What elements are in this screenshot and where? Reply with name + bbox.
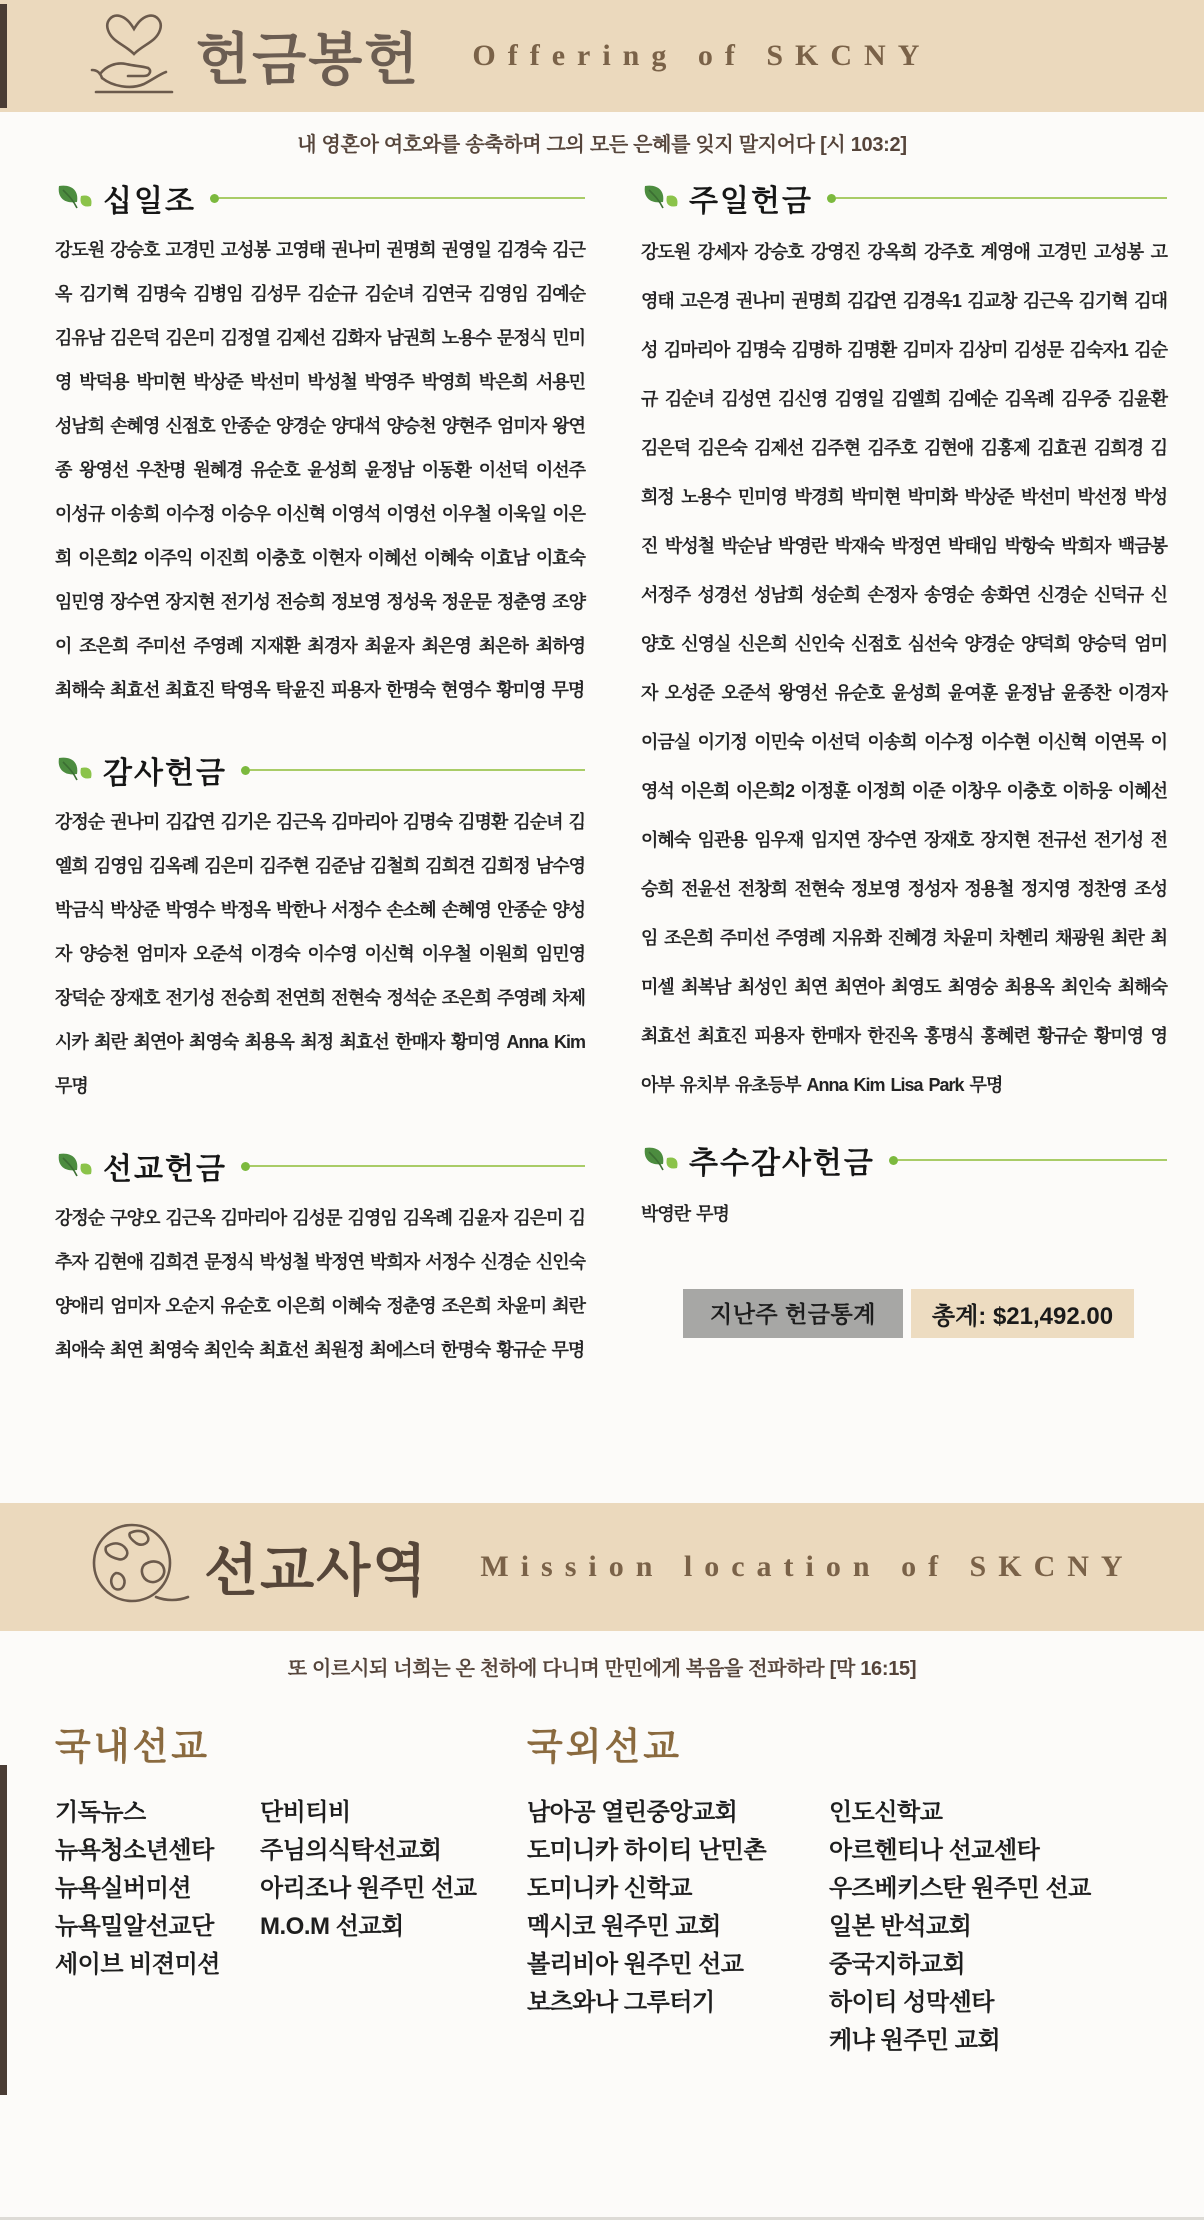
domestic-mission-col2	[260, 1794, 477, 1984]
mission-subtitle: Mission location of SKCNY	[480, 1550, 1135, 1583]
leaf-icon	[55, 1150, 95, 1182]
mission-item: 멕시코 원주민 교회	[527, 1913, 721, 1940]
section-divider	[241, 766, 585, 775]
mission-item: 우즈베키스탄 원주민 선교	[829, 1875, 1091, 1902]
harvest-names: 박영란 무명	[641, 1204, 729, 1224]
offering-column-left	[55, 176, 585, 1372]
section-divider	[889, 1156, 1167, 1165]
mission-item: M.O.M 선교회	[260, 1913, 404, 1940]
section-mission-offering-label: 선교헌금	[103, 1153, 227, 1186]
section-mission-offering-heading	[55, 1144, 585, 1188]
left-edge-bar-bottom	[0, 1765, 7, 2095]
mission-offering-names: 강정순 구양오 김근옥 김마리아 김성문 김영임 김옥례 김윤자 김은미 김추자 김현애 김희견 문정식 박성철 박정연 박희자 서정수 신경순 신인숙 양애리 엄미자 오순지 유순호 이은희 이혜숙 정춘영 조은희 차윤미 최란 최애숙 최연 최영숙 최인숙 최효선 최원정 최에스더 한명숙 황규순 무명	[55, 1208, 585, 1360]
offering-header-content	[0, 0, 1204, 112]
section-thanksgiving-heading	[55, 748, 585, 792]
mission-item: 인도신학교	[829, 1799, 943, 1826]
mission-item: 하이티 성막센타	[829, 1989, 994, 2016]
international-mission-block	[527, 1716, 1167, 2060]
mission-item: 아리조나 원주민 선교	[260, 1875, 477, 1902]
mission-item: 볼리비아 원주민 선교	[527, 1951, 744, 1978]
mission-lists	[55, 1716, 1167, 2060]
leaf-icon	[641, 182, 681, 214]
divider-dot	[241, 1162, 250, 1171]
mission-item: 아르헨티나 선교센타	[829, 1837, 1040, 1864]
mission-item: 뉴욕실버미션	[55, 1875, 192, 1902]
domestic-mission-heading: 국내선교	[55, 1726, 210, 1767]
tithe-names: 강도원 강승호 고경민 고성봉 고영태 권나미 권명희 권영일 김경숙 김근옥 김기혁 김명숙 김병임 김성무 김순규 김순녀 김연국 김영임 김예순 김유남 김은덕 김은미 김정열 김제선 김화자 남권희 노용수 문정식 민미영 박덕용 박미현 박상준 박선미 박성철 박영주 박영희 박은희 서용민 성남희 손혜영 신점호 안종순 양경순 양대석 양승천 양현주 엄미자 왕연종 왕영선 우찬명 원혜경 유순호 윤성희 윤정남 이동환 이선덕 이선주 이성규 이송희 이수정 이승우 이신혁 이영석 이영선 이우철 이욱일 이은희 이은희2 이주익 이진희 이충호 이현자 이혜선 이혜숙 이효남 이효숙 임민영 장수연 장지현 전기성 전승희 정보영 정성욱 정운문 정춘영 조양이 조은희 주미선 주영례 지재환 최경자 최윤자 최은영 최은하 최하영 최해숙 최효선 최효진 탁영옥 탁윤진 피용자 한명숙 현영수 황미영 무명	[55, 240, 585, 700]
divider-rule	[898, 1159, 1167, 1161]
leaf-icon	[55, 182, 95, 214]
section-divider	[210, 194, 585, 203]
offering-subtitle: Offering of SKCNY	[472, 39, 932, 72]
mission-item: 남아공 열린중앙교회	[527, 1799, 738, 1826]
mission-item: 주님의식탁선교회	[260, 1837, 442, 1864]
section-harvest-label: 추수감사헌금	[689, 1147, 875, 1180]
sunday-names: 강도원 강세자 강승호 강영진 강옥희 강주호 계영애 고경민 고성봉 고영태 고은경 권나미 권명희 김갑연 김경옥1 김교창 김근옥 김기혁 김대성 김마리아 김명숙 김명하 김명환 김미자 김상미 김성문 김숙자1 김순규 김순녀 김성연 김신영 김영일 김엘희 김예순 김옥례 김우중 김윤환 김은덕 김은숙 김제선 김주현 김주호 김현애 김홍제 김효권 김희경 김희정 노용수 민미영 박경희 박미현 박미화 박상준 박선미 박선정 박성진 박성철 박순남 박영란 박재숙 박정연 박태임 박항숙 박희자 백금봉 서정주 성경선 성남희 성순희 손정자 송영순 송화연 신경순 신덕규 신양호 신영실 신은희 신인숙 신점호 심선숙 양경순 양덕희 양승덕 엄미자 오성준 오준석 왕영선 유순호 윤성희 윤여훈 윤정남 윤종찬 이경자 이금실 이기정 이민숙 이선덕 이송희 이수정 이수현 이신혁 이연목 이영석 이은희 이은희2 이정훈 이정희 이준 이창우 이충호 이하웅 이혜선 이혜숙 임관용 임우재 임지연 장수연 장재호 장지현 전규선 전기성 전승희 전윤선 전창희 전현숙 정보영 정성자 정용철 정지영 정찬영 조성임 조은희 주미선 주영례 지유화 진혜경 차윤미 차헨리 채광원 최란 최미셀 최복남 최성인 최연 최연아 최영도 최영숭 최용옥 최인숙 최해숙 최효선 최효진 피용자 한매자 한진옥 홍명식 홍혜련 황규순 황미영 영아부 유치부 유초등부 Anna Kim Lisa Park 무명	[641, 242, 1167, 1095]
offering-columns	[55, 176, 1167, 1372]
leaf-icon	[55, 754, 95, 786]
globe-icon	[86, 1517, 190, 1617]
mission-item: 단비티비	[260, 1799, 351, 1826]
domestic-mission-block	[55, 1716, 527, 2060]
section-sunday-label: 주일헌금	[689, 185, 813, 218]
domestic-mission-columns	[55, 1794, 527, 1984]
mission-item: 중국지하교회	[829, 1951, 966, 1978]
mission-header-band	[0, 1503, 1204, 1631]
mission-item: 도미니카 하이티 난민촌	[527, 1837, 767, 1864]
section-sunday-heading	[641, 176, 1167, 220]
mission-item: 일본 반석교회	[829, 1913, 972, 1940]
offering-header-band	[0, 0, 1204, 112]
section-divider	[827, 194, 1167, 203]
mission-item: 도미니카 신학교	[527, 1875, 692, 1902]
divider-rule	[250, 769, 585, 771]
mission-item: 기독뉴스	[55, 1799, 146, 1826]
international-mission-col1	[527, 1794, 829, 2060]
mission-item: 뉴욕청소년센타	[55, 1837, 214, 1864]
mission-verse: 또 이르시되 너희는 온 천하에 다니며 만민에게 복음을 전파하라 [막 16:15]	[287, 1658, 917, 1680]
offering-title: 헌금봉헌	[196, 28, 421, 91]
thanksgiving-names: 강정순 권나미 김갑연 김기은 김근옥 김마리아 김명숙 김명환 김순녀 김엘희 김영임 김옥례 김은미 김주현 김준남 김철희 김희견 김희정 남수영 박금식 박상준 박영수 박정옥 박한나 서정수 손소혜 손혜영 안종순 양성자 양승천 엄미자 오준석 이경숙 이수영 이신혁 이우철 이원희 임민영 장덕순 장재호 전기성 전승희 전연희 전현숙 정석순 조은희 주영례 차제시카 최란 최연아 최영숙 최용옥 최정 최효선 한매자 황미영 Anna Kim 무명	[55, 812, 585, 1096]
mission-item: 세이브 비젼미션	[55, 1951, 220, 1978]
section-harvest-heading	[641, 1138, 1167, 1182]
divider-dot	[827, 194, 836, 203]
divider-rule	[219, 197, 585, 199]
left-edge-bar-top	[0, 4, 7, 108]
domestic-mission-col1	[55, 1794, 260, 1984]
offering-verse: 내 영혼아 여호와를 송축하며 그의 모든 은혜를 잊지 말지어다 [시 103:2]	[297, 134, 907, 156]
section-tithe-label: 십일조	[103, 185, 196, 218]
leaf-icon	[641, 1144, 681, 1176]
divider-dot	[210, 194, 219, 203]
weekly-offering-stats	[683, 1289, 1167, 1338]
international-mission-heading: 국외선교	[527, 1726, 682, 1767]
mission-title: 선교사역	[204, 1539, 429, 1602]
divider-dot	[889, 1156, 898, 1165]
offering-column-right	[641, 176, 1167, 1372]
divider-rule	[836, 197, 1167, 199]
heart-in-hands-icon	[86, 8, 182, 104]
mission-item: 뉴욕밀알선교단	[55, 1913, 214, 1940]
mission-item: 케냐 원주민 교회	[829, 2027, 1001, 2054]
international-mission-columns	[527, 1794, 1167, 2060]
section-tithe-heading	[55, 176, 585, 220]
divider-dot	[241, 766, 250, 775]
international-mission-col2	[829, 1794, 1091, 2060]
mission-header-content	[0, 1503, 1204, 1631]
section-thanksgiving-label: 감사헌금	[103, 757, 227, 790]
mission-item: 보츠와나 그루터기	[527, 1989, 715, 2016]
section-divider	[241, 1162, 585, 1171]
stats-total-value: 총계: $21,492.00	[911, 1289, 1134, 1338]
divider-rule	[250, 1165, 585, 1167]
stats-label-badge: 지난주 헌금통계	[683, 1289, 903, 1338]
